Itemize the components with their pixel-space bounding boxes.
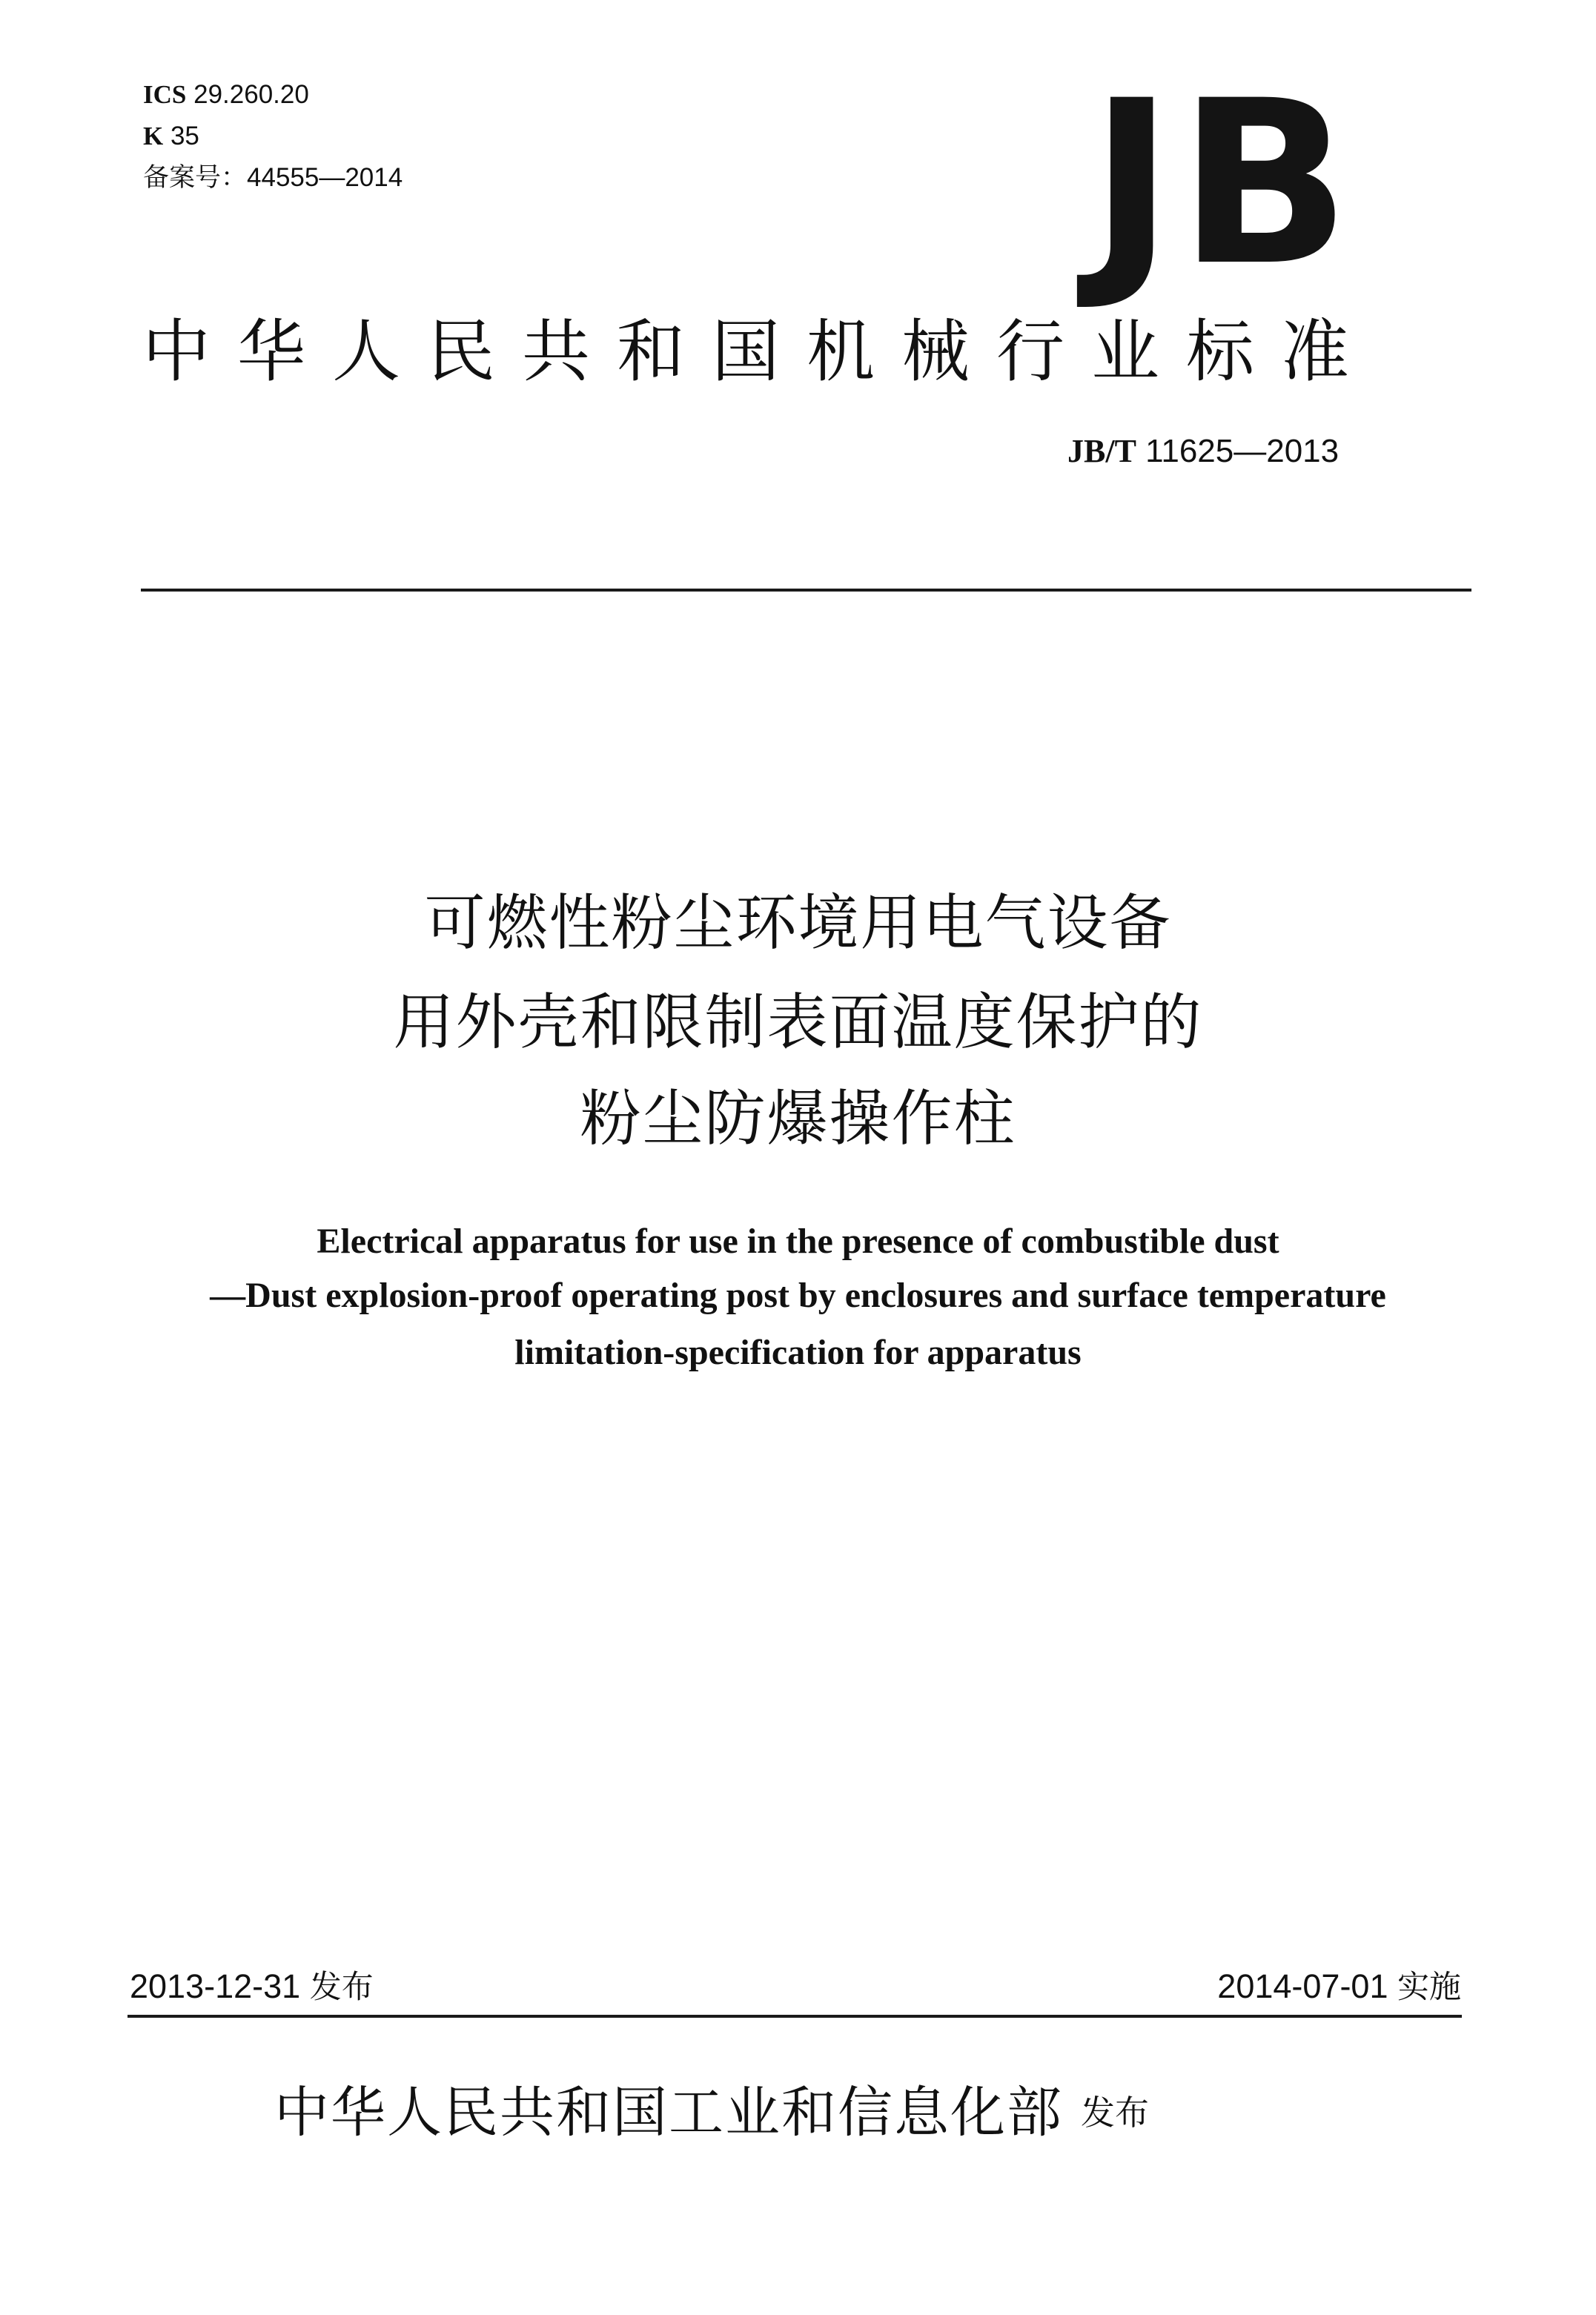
industry-standard-title: 中华人民共和国机械行业标准 [142,312,1377,391]
standard-code: 11625—2013 [1145,433,1340,469]
title-cn-line-3: 粉尘防爆操作柱 [580,1084,1016,1154]
title-cn-line-1: 可燃性粉尘环境用电气设备 [424,888,1172,958]
ics-value: 29.260.20 [193,80,309,109]
filing-number [143,163,403,193]
issue-date [130,1966,374,2008]
k-label: K [143,122,164,150]
ics-label: ICS [143,80,187,109]
ics-code [143,80,309,110]
implementation-date [1217,1966,1461,2008]
title-en-line-1: Electrical apparatus for use in the presence of combustible dust [317,1222,1279,1261]
title-cn-line-2: 用外壳和限制表面温度保护的 [393,987,1203,1058]
issue-date-label: 发布 [309,1969,374,2006]
standard-number [1067,433,1339,470]
filing-value: 44555—2014 [247,163,403,192]
publisher-suffix: 发布 [1081,2093,1149,2133]
k-value: 35 [170,122,199,150]
jb-logo-text: JB [1090,52,1355,315]
footer-divider [128,2015,1462,2018]
title-en-line-3: limitation-specification for apparatus [514,1333,1082,1372]
issue-date-value: 2013-12-31 [130,1967,301,2005]
classification-code [143,122,199,151]
filing-label: 备案号： [143,163,248,192]
impl-date-value: 2014-07-01 [1217,1967,1388,2005]
title-en-line-2: —Dust explosion-proof operating post by enclosures and surface temperature [210,1276,1386,1315]
publisher [274,2076,1149,2150]
jb-logo [1090,52,1401,315]
standard-prefix: JB/T [1067,433,1136,469]
header-divider [141,589,1471,592]
publisher-name: 中华人民共和国工业和信息化部 [274,2081,1063,2145]
impl-date-label: 实施 [1397,1969,1461,2006]
